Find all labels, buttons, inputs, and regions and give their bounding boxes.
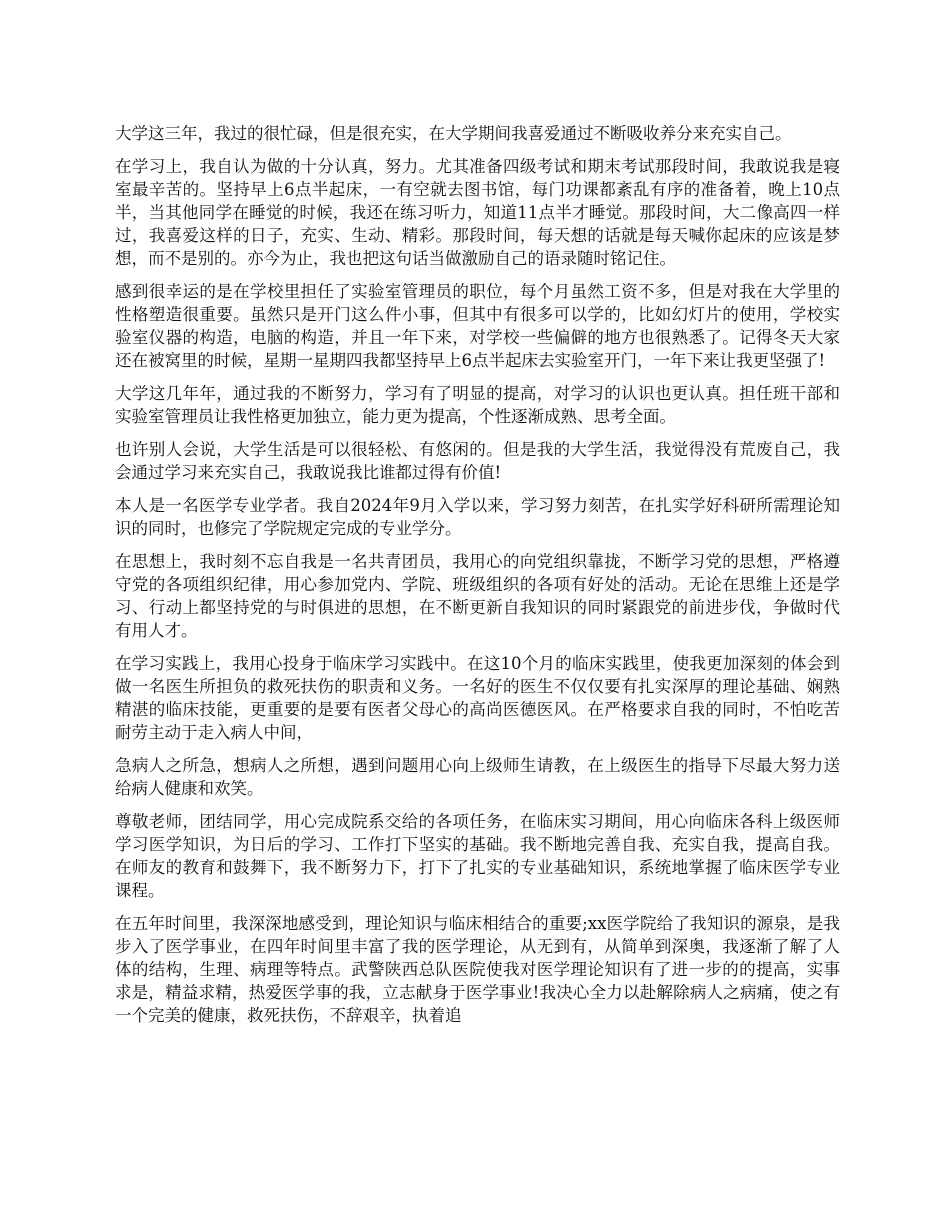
paragraph-10: 尊敬老师，团结同学，用心完成院系交给的各项任务，在临床实习期间，用心向临床各科上级医师学习医学知识，为日后的学习、工作打下坚实的基础。我不断地完善自我、充实自我，提高自我。在师友的教育和鼓舞下，我不断努力下，打下了扎实的专业基础知识，系统地掌握了临床医学专业课程。 bbox=[115, 812, 840, 900]
paragraph-7: 在思想上，我时刻不忘自我是一名共青团员，我用心的向党组织靠拢，不断学习党的思想，严格遵守党的各项组织纪律，用心参加党内、学院、班级组织的各项有好处的活动。无论在思维上还是学习、行动上都坚持党的与时俱进的思想，在不断更新自我知识的同时紧跟党的前进步伐，争做时代有用人才。 bbox=[115, 552, 840, 640]
document-body bbox=[115, 122, 840, 1037]
paragraph-2: 在学习上，我自认为做的十分认真，努力。尤其准备四级考试和期末考试那段时间，我敢说我是寝室最辛苦的。坚持早上6点半起床，一有空就去图书馆，每门功课都紊乱有序的准备着，晚上10点半，当其他同学在睡觉的时候，我还在练习听力，知道11点半才睡觉。那段时间，大二像高四一样过，我喜爱这样的日子，充实、生动、精彩。那段时间，每天想的话就是每天喊你起床的应该是梦想，而不是别的。亦今为止，我也把这句话当做激励自己的语录随时铭记住。 bbox=[115, 157, 840, 268]
paragraph-9: 急病人之所急，想病人之所想，遇到问题用心向上级师生请教，在上级医生的指导下尽最大努力送给病人健康和欢笑。 bbox=[115, 756, 840, 798]
paragraph-11: 在五年时间里，我深深地感受到，理论知识与临床相结合的重要;xx医学院给了我知识的源泉，是我步入了医学事业，在四年时间里丰富了我的医学理论，从无到有，从简单到深奥，我逐渐了解了人体的结构，生理、病理等特点。武警陕西总队医院使我对医学理论知识有了进一步的的提高，实事求是，精益求精，热爱医学事的我，立志献身于医学事业!我决心全力以赴解除病人之病痛，使之有一个完美的健康，救死扶伤，不辞艰辛，执着追 bbox=[115, 914, 840, 1025]
paragraph-3: 感到很幸运的是在学校里担任了实验室管理员的职位，每个月虽然工资不多，但是对我在大学里的性格塑造很重要。虽然只是开门这么件小事，但其中有很多可以学的，比如幻灯片的使用，学校实验室仪器的构造，电脑的构造，并且一年下来，对学校一些偏僻的地方也很熟悉了。记得冬天大家还在被窝里的时候，星期一星期四我都坚持早上6点半起床去实验室开门，一年下来让我更坚强了! bbox=[115, 282, 840, 370]
paragraph-1: 大学这三年，我过的很忙碌，但是很充实，在大学期间我喜爱通过不断吸收养分来充实自己。 bbox=[115, 124, 792, 143]
paragraph-6: 本人是一名医学专业学者。我自2024年9月入学以来，学习努力刻苦，在扎实学好科研所需理论知识的同时，也修完了学院规定完成的专业学分。 bbox=[115, 496, 840, 538]
paragraph-8: 在学习实践上，我用心投身于临床学习实践中。在这10个月的临床实践里，使我更加深刻的体会到做一名医生所担负的救死扶伤的职责和义务。一名好的医生不仅仅要有扎实深厚的理论基础、娴熟精湛的临床技能，更重要的是要有医者父母心的高尚医德医风。在严格要求自我的同时，不怕吃苦耐劳主动于走入病人中间， bbox=[115, 654, 840, 742]
paragraph-5: 也许别人会说，大学生活是可以很轻松、有悠闲的。但是我的大学生活，我觉得没有荒废自己，我会通过学习来充实自己，我敢说我比谁都过得有价值! bbox=[115, 440, 840, 482]
paragraph-4: 大学这几年年，通过我的不断努力，学习有了明显的提高，对学习的认识也更认真。担任班干部和实验室管理员让我性格更加独立，能力更为提高，个性逐渐成熟、思考全面。 bbox=[115, 384, 840, 426]
